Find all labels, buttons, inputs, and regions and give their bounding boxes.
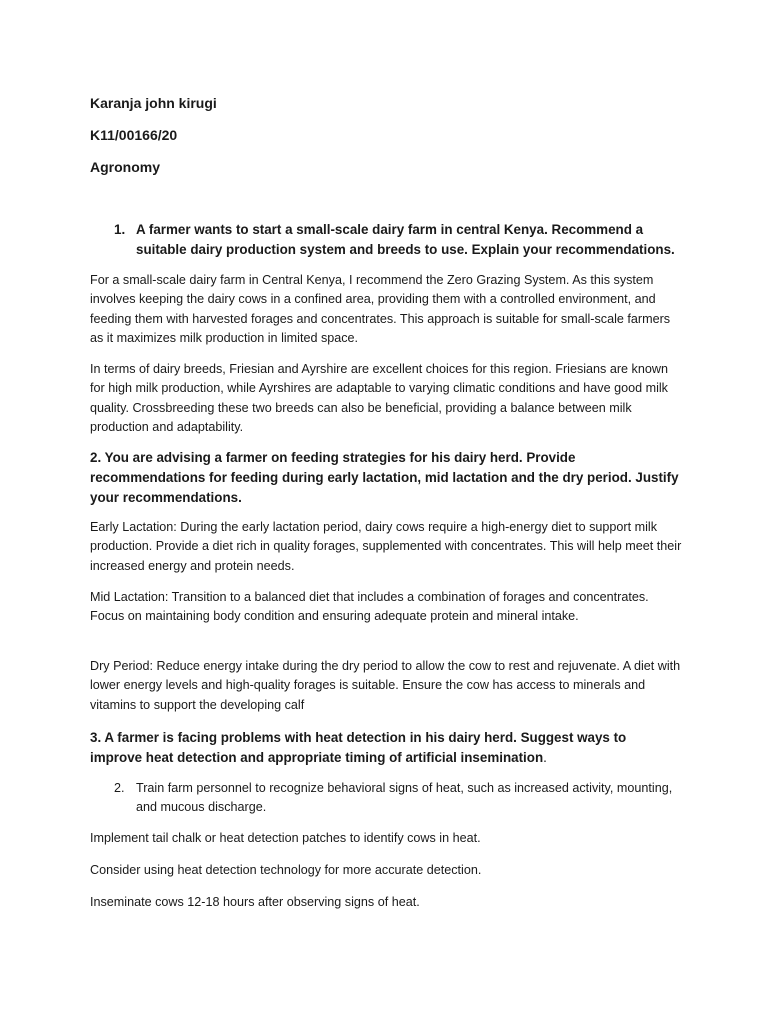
question-1-text: A farmer wants to start a small-scale dairy farm in central Kenya. Recommend a suitable dairy production system and breeds to use. Explain your recommendations. bbox=[136, 222, 675, 257]
question-2: 2. You are advising a farmer on feeding strategies for his dairy herd. Provide recommendations for feeding during early lactation, mid lactation and the dry period. Justify your recommendations. bbox=[90, 450, 679, 505]
question-1-number: 1. bbox=[114, 222, 126, 237]
course-name: Agronomy bbox=[90, 159, 160, 175]
registration-number: K11/00166/20 bbox=[90, 127, 178, 143]
answer-2-early-lactation: Early Lactation: During the early lactation period, dairy cows require a high-energy diet to support milk production. Provide a diet rich in quality forages, supplemented with concentrates. This will help meet their increased energy and protein needs. bbox=[90, 520, 682, 573]
answer-3-tip-2: Consider using heat detection technology for more accurate detection. bbox=[90, 863, 482, 877]
answer-1-paragraph-1: For a small-scale dairy farm in Central Kenya, I recommend the Zero Grazing System. As this system involves keeping the dairy cows in a confined area, providing them with a controlled environment, and feeding them with harvested forages and concentrates. This approach is suitable for small-scale farmers as it maximizes milk production in limited space. bbox=[90, 273, 671, 345]
list-item-number: 2. bbox=[114, 781, 125, 795]
answer-3-list-item bbox=[114, 779, 680, 818]
list-item-text: Train farm personnel to recognize behavioral signs of heat, such as increased activity, mounting, and mucous discharge. bbox=[136, 781, 673, 815]
answer-3-tip-1: Implement tail chalk or heat detection patches to identify cows in heat. bbox=[90, 831, 481, 845]
question-3 bbox=[90, 728, 680, 768]
question-3-text: 3. A farmer is facing problems with heat detection in his dairy herd. Suggest ways to improve heat detection and appropriate timing of artificial insemination bbox=[90, 730, 627, 765]
question-3-period: . bbox=[543, 750, 547, 765]
answer-1-paragraph-2: In terms of dairy breeds, Friesian and Ayrshire are excellent choices for this region. Friesians are known for high milk production, while Ayrshires are adaptable to varying climatic conditions and have good milk quality. Crossbreeding these two breeds can also be beneficial, providing a balance between milk production and adaptability. bbox=[90, 362, 668, 434]
student-name: Karanja john kirugi bbox=[90, 95, 217, 111]
answer-2-mid-lactation: Mid Lactation: Transition to a balanced diet that includes a combination of forages and concentrates. Focus on maintaining body condition and ensuring adequate protein and mineral intake. bbox=[90, 590, 649, 624]
answer-2-dry-period: Dry Period: Reduce energy intake during the dry period to allow the cow to rest and rejuvenate. A diet with lower energy levels and high-quality forages is suitable. Ensure the cow has access to minerals and vitamins to support the developing calf bbox=[90, 659, 681, 712]
question-1 bbox=[114, 220, 680, 260]
answer-3-tip-3: Inseminate cows 12-18 hours after observing signs of heat. bbox=[90, 895, 420, 909]
